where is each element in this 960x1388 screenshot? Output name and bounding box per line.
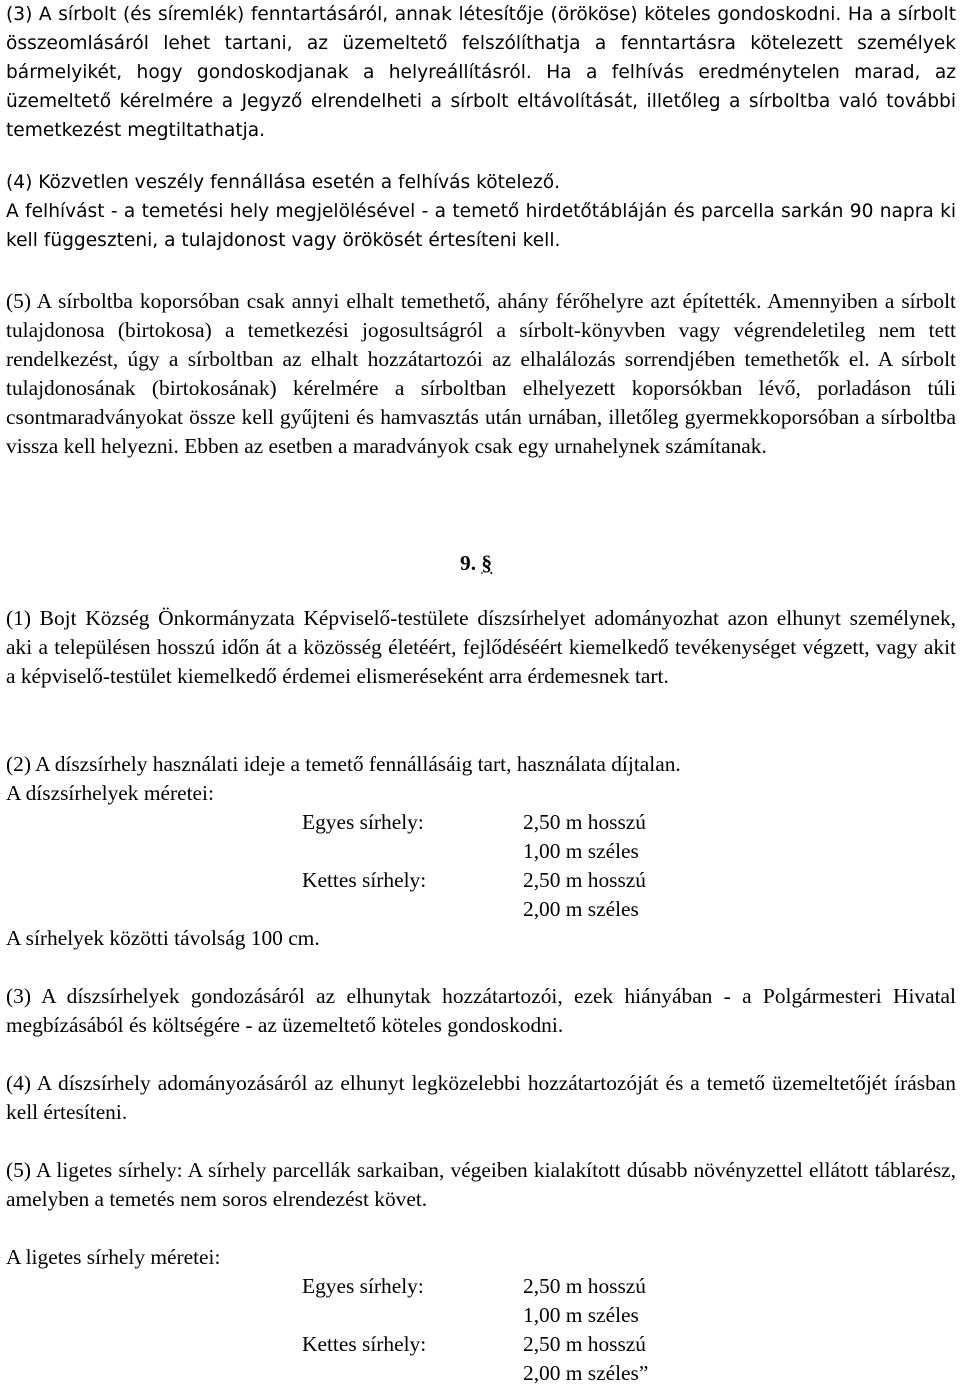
paragraph-9-1: (1) Bojt Község Önkormányzata Képviselő-testülete díszsírhelyet adományozhat azon elhunyt személynek, aki a településen hosszú időn át a közösség életéért, fejlődéséért kiemelkedő tevékenységet végzett, vagy akit a képviselő-testület kiemelkedő érdemei elismeréseként arra érdemesnek tart. xyxy=(6,606,956,688)
disz-double-width: 2,00 m széles xyxy=(523,897,639,921)
paragraph-9-2: (2) A díszsírhely használati ideje a temető fennállásáig tart, használata díjtalan. xyxy=(6,752,681,776)
disz-double-label: Kettes sírhely: xyxy=(302,868,427,892)
liget-double-width: 2,00 m széles” xyxy=(523,1361,649,1385)
section-number: 9. xyxy=(460,551,477,575)
paragraph-8-5: (5) A sírboltba koporsóban csak annyi elhalt temethető, ahány férőhelyre azt építették. Amennyiben a sírbolt tulajdonosa (birtokosa) a temetkezési jogosultságról a sírbolt-könyvben vagy végrendeletileg nem tett rendelkezést, úgy a sírboltban az elhalt hozzátartozói az elhalálozás sorrendjében temethetők el. A sírbolt tulajdonosának (birtokosának) kérelmére a sírboltban elhelyezett koporsókban lévő, porladáson túli csontmaradványokat össze kell gyűjteni és hamvasztás után urnában, illetőleg gyermekkoporsóban a sírboltba vissza kell helyezni. Ebben az esetben a maradványok csak egy urnahelynek számítanak. xyxy=(6,289,956,458)
paragraph-8-3: (3) A sírbolt (és síremlék) fenntartásáról, annak létesítője (örököse) köteles gondoskodni. Ha a sírbolt összeomlásáról lehet tartani, az üzemeltető felszólíthatja a fenntartásra kötelezett személyek bármelyikét, hogy gondoskodjanak a helyreállításról. Ha a felhívás eredménytelen marad, az üzemeltető kérelmére a Jegyző elrendelheti a sírbolt eltávolítását, illetőleg a sírboltba való további temetkezést megtiltathatja. xyxy=(6,4,956,141)
paragraph-9-3: (3) A díszsírhelyek gondozásáról az elhunytak hozzátartozói, ezek hiányában - a Polgármesteri Hivatal megbízásából és költségére - az üzemeltető köteles gondoskodni. xyxy=(6,984,956,1037)
disz-sizes-heading: A díszsírhelyek méretei: xyxy=(6,781,214,805)
section-sign: § xyxy=(481,551,493,575)
liget-single-label: Egyes sírhely: xyxy=(302,1274,424,1298)
section-heading xyxy=(460,549,492,578)
liget-double-length: 2,50 m hosszú xyxy=(523,1332,646,1356)
paragraph-8-4-body: A felhívást - a temetési hely megjelölésével - a temető hirdetőtábláján és parcella sarkán 90 napra ki kell függeszteni, a tulajdonost vagy örökösét értesíteni kell. xyxy=(6,201,956,251)
paragraph-9-5: (5) A ligetes sírhely: A sírhely parcellák sarkaiban, végeiben kialakított dúsabb növényzettel ellátott táblarész, amelyben a temetés nem soros elrendezést követ. xyxy=(6,1158,956,1211)
disz-spacing: A sírhelyek közötti távolság 100 cm. xyxy=(6,926,320,950)
liget-single-width: 1,00 m széles xyxy=(523,1303,639,1327)
paragraph-8-4-heading: (4) Közvetlen veszély fennállása esetén a felhívás kötelező. xyxy=(6,172,561,193)
paragraph-9-4: (4) A díszsírhely adományozásáról az elhunyt legközelebbi hozzátartozóját és a temető üzemeltetőjét írásban kell értesíteni. xyxy=(6,1071,956,1124)
disz-single-length: 2,50 m hosszú xyxy=(523,810,646,834)
liget-double-label: Kettes sírhely: xyxy=(302,1332,427,1356)
disz-double-length: 2,50 m hosszú xyxy=(523,868,646,892)
liget-sizes-heading: A ligetes sírhely méretei: xyxy=(6,1245,221,1269)
disz-single-width: 1,00 m széles xyxy=(523,839,639,863)
liget-single-length: 2,50 m hosszú xyxy=(523,1274,646,1298)
disz-single-label: Egyes sírhely: xyxy=(302,810,424,834)
